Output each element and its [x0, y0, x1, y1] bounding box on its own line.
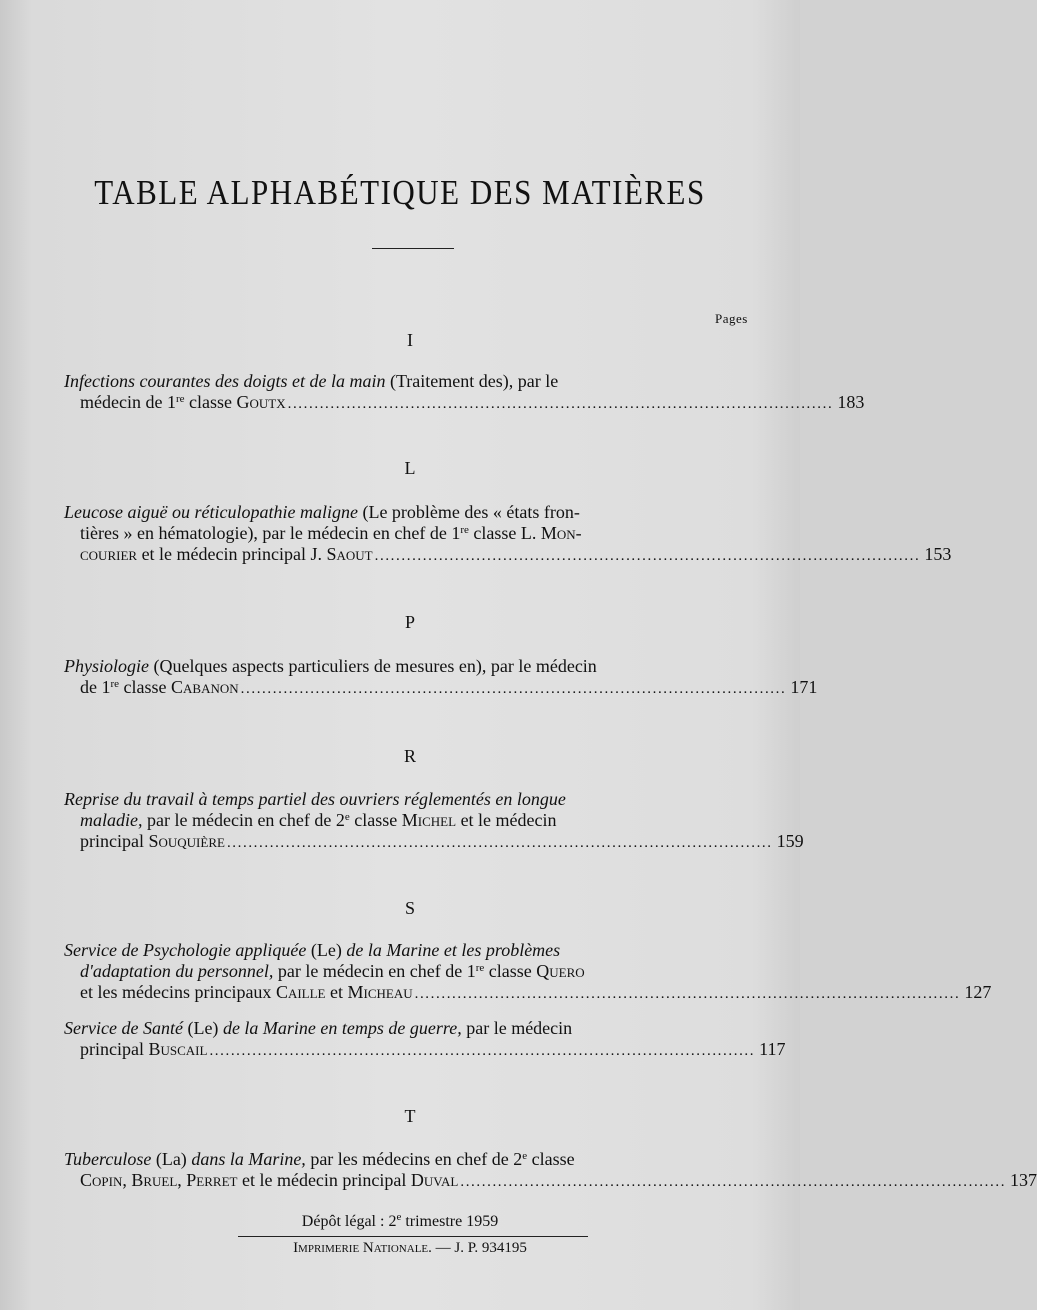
legal-deposit: Dépôt légal : 2e trimestre 1959 [301, 1211, 499, 1230]
page-number: 171 [790, 677, 818, 697]
entry-physiologie: Physiologie (Quelques aspects particuliers de mesures en), par le médecin de 1re classe Cabanon ...................................................................................................... 171 [64, 656, 758, 700]
section-letter-i: I [407, 330, 413, 350]
entry-title: Physiologie [64, 656, 149, 676]
author-name: Goutx [236, 392, 286, 412]
entry-title: Leucose aiguë ou réticulopathie maligne [64, 502, 358, 522]
dot-leader: ...................................................................................................... [226, 835, 773, 851]
dot-leader: ...................................................................................................... [460, 1174, 1007, 1190]
page-title: TABLE ALPHABÉTIQUE DES MATIÈRES [94, 172, 706, 213]
entry-title: Reprise du travail à temps partiel des ouvriers réglementés en longue [64, 789, 566, 809]
dot-leader: ...................................................................................................... [240, 681, 787, 697]
author-name: Saout [326, 544, 373, 564]
author-name: Micheau [347, 982, 413, 1002]
entry-title: Service de Psychologie appliquée [64, 940, 307, 960]
section-letter-p: P [404, 612, 415, 632]
dot-leader: ...................................................................................................... [209, 1043, 756, 1059]
page-number: 159 [776, 831, 804, 851]
entry-title: Infections courantes des doigts et de la main [64, 371, 386, 391]
section-letter-l: L [404, 458, 416, 478]
pages-column-label: Pages [715, 311, 748, 326]
dot-leader: ...................................................................................................... [374, 548, 921, 564]
page-number: 127 [964, 982, 992, 1002]
entry-tuberculose: Tuberculose (La) dans la Marine, par les médecins en chef de 2e classe Copin, Bruel, Perret et le médecin principal Duval ...................................................................................................... 137 [64, 1149, 758, 1193]
author-name: Souquière [148, 831, 225, 851]
page-number: 137 [1010, 1170, 1037, 1190]
author-name: Buscail [148, 1039, 208, 1059]
printer-line: Imprimerie Nationale. — J. P. 934195 [293, 1240, 527, 1256]
page-number: 153 [924, 544, 952, 564]
entry-title: Service de Santé [64, 1018, 183, 1038]
entry-reprise: Reprise du travail à temps partiel des ouvriers réglementés en longue maladie, par le médecin en chef de 2e classe Michel et le médecin principal Souquière ...................................................................................................... 159 [64, 789, 758, 854]
entry-leucose: Leucose aiguë ou réticulopathie maligne (Le problème des « états fron- tières » en hématologie), par le médecin en chef de 1re classe L. Mon- courier et le médecin principal J. Saout ...................................................................................................... 153 [64, 502, 758, 567]
entry-infections: Infections courantes des doigts et de la main (Traitement des), par le médecin de 1re classe Goutx ...................................................................................................... 183 [64, 371, 758, 415]
dot-leader: ...................................................................................................... [414, 986, 961, 1002]
author-name: Duval [410, 1170, 459, 1190]
title-rule [372, 248, 454, 249]
footer-rule [238, 1236, 588, 1237]
author-name: Cabanon [171, 677, 239, 697]
entry-service-sante: Service de Santé (Le) de la Marine en temps de guerre, par le médecin principal Buscail ...................................................................................................... 117 [64, 1018, 758, 1062]
section-letter-r: R [403, 746, 416, 766]
page-number: 183 [837, 392, 865, 412]
page-number: 117 [759, 1039, 786, 1059]
entry-title: Tuberculose [64, 1149, 152, 1169]
section-letter-t: T [404, 1106, 416, 1126]
entry-service-psychologie: Service de Psychologie appliquée (Le) de la Marine et les problèmes d'adaptation du personnel, par le médecin en chef de 1re classe Quero et les médecins principaux Caille et Micheau ...................................................................................................... 127 [64, 940, 758, 1005]
dot-leader: ...................................................................................................... [287, 396, 834, 412]
section-letter-s: S [404, 898, 415, 918]
